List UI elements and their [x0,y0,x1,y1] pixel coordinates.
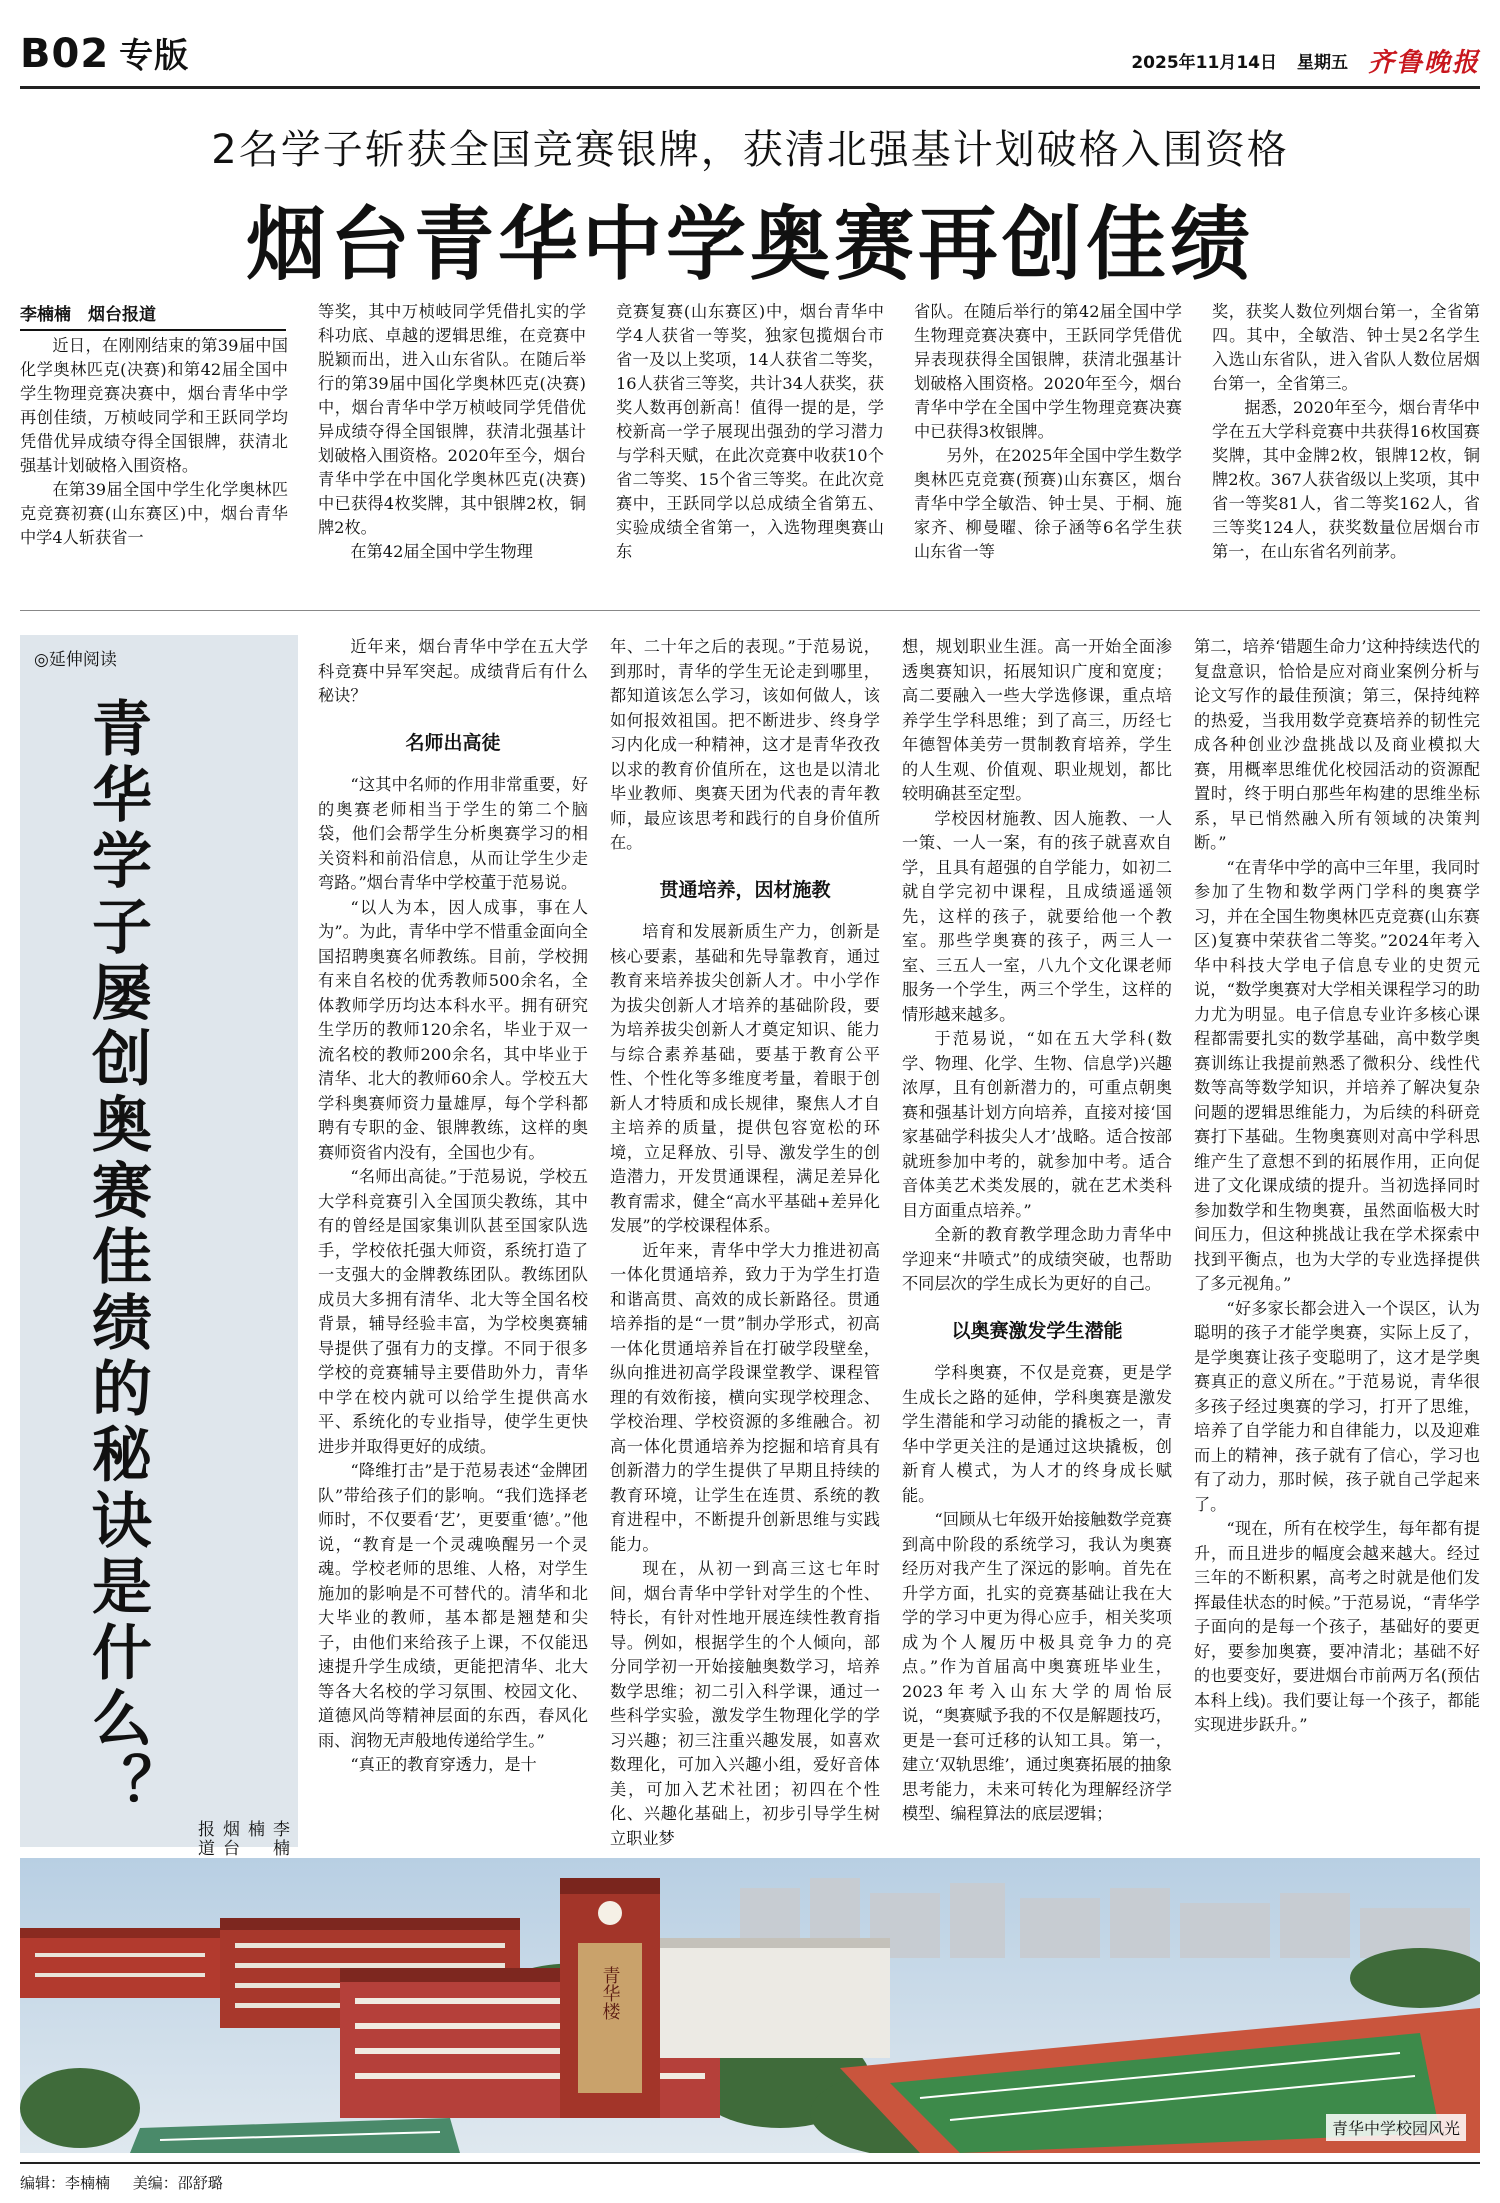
paragraph: “降维打击”是于范易表述“金牌团队”带给孩子们的影响。“我们选择老师时，不仅要看‘艺’，更要重‘德’。”他说，“教育是一个灵魂唤醒另一个灵魂。学校老师的思维、人格，对学生施加的影响是不可替代的。清华和北大毕业的教师，基本都是翘楚和尖子，由他们来给孩子上课，不仅能迅速提升学生成绩，更能把清华、北大等各大名校的学习氛围、校园文化、道德风尚等精神层面的东西，春风化雨、润物无声般地传递给学生。” [318,1461,588,1750]
paragraph: 在第39届全国中学生化学奥林匹克竞赛初赛(山东赛区)中，烟台青华中学4人斩获省一 [20,480,288,547]
paragraph: 想，规划职业生涯。高一开始全面渗透奥赛知识，拓展知识广度和宽度；高二要融入一些大学选修课，重点培养学生学科思维；到了高三，历经七年德智体美劳一贯制教育培养，学生的人生观、价值观、职业规划，都比较明确甚至定型。 [902,637,1172,803]
feature-title: 青华学子屡创奥赛佳绩的秘诀是什么？ [82,697,152,1819]
paragraph: “名师出高徒。”于范易说，学校五大学科竞赛引入全国顶尖教练，其中有的曾经是国家集训队甚至国家队选手，学校依托强大师资，系统打造了一支强大的金牌教练团队。教练团队成员大多拥有清华、北大等全国名校背景，辅导经验丰富，为学校奥赛辅导提供了强有力的支撑。不同于很多学校的竞赛辅导主要借助外力，青华中学在校内就可以给学生提供高水平、系统化的专业指导，使学生更快进步并取得更好的成绩。 [318,1167,588,1456]
lead-column-2 [318,300,586,590]
section-subheading: 名师出高徒 [405,731,501,754]
paragraph: 近日，在刚刚结束的第39届中国化学奥林匹克(决赛)和第42届全国中学生物理竞赛决赛中，烟台青华中学再创佳绩，万桢岐同学和王跃同学均凭借优异成绩夺得全国银牌，获清北强基计划破格入围资格。 [20,336,288,475]
section-name: 专版 [119,36,190,76]
campus-illustration [20,1858,1480,2153]
paragraph: “以人为本，因人成事，事在人为”。为此，青华中学不惜重金面向全国招聘奥赛名师教练。目前，学校拥有来自名校的优秀教师500余名，全体教师学历均达本科水平。拥有研究生学历的教师120余名，毕业于双一流名校的教师200余名，其中毕业于清华、北大的教师60余人。学校五大学科奥赛师资力量雄厚，每个学科都聘有专职的金、银牌教练，这样的奥赛师资省内没有，全国也少有。 [318,897,588,1162]
extended-reading-tag: ◎延伸阅读 [34,650,117,670]
paragraph: “真正的教育穿透力，是十 [350,1755,537,1774]
header-rule [20,86,1480,89]
paragraph: 另外，在2025年全国中学生数学奥林匹克竞赛(预赛)山东赛区，烟台青华中学全敏浩、钟士昊、于桐、施家齐、柳曼曜、徐子涵等6名学生获山东省一等 [914,446,1182,561]
page-footer [20,2162,1480,2193]
issue-weekday: 星期五 [1296,53,1348,73]
feature-column-1 [318,635,588,1855]
paragraph: 第二，培养‘错题生命力’这种持续迭代的复盘意识，恰恰是应对商业案例分析与论文写作的最佳预演；第三，保持纯粹的热爱，当我用数学竞赛培养的韧性完成各种创业沙盘挑战以及商业模拟大赛，用概率思维优化校园活动的资源配置时，终于明白那些年构建的思维坐标系，早已悄然融入所有领域的决策判断。” [1194,637,1480,852]
paragraph: 全新的教育教学理念助力青华中学迎来“井喷式”的成绩突破，也帮助不同层次的学生成长为更好的自己。 [902,1225,1172,1293]
paragraph: 现在，从初一到高三这七年时间，烟台青华中学针对学生的个性、特长，有针对性地开展连续性教育指导。例如，根据学生的个人倾向，部分同学初一开始接触奥数学习，培养数学思维；初二引入科学课，通过一些科学实验，激发学生物理化学的学习兴趣；初三注重兴趣发展，如喜欢数理化，可加入兴趣小组，爱好音体美，可加入艺术社团；初四在个性化、兴趣化基础上，初步引导学生树立职业梦 [610,1559,880,1848]
section-subheading: 贯通培养，因材施教 [659,878,831,901]
photo-caption: 青华中学校园风光 [1326,2114,1466,2141]
paragraph: “在青华中学的高中三年里，我同时参加了生物和数学两门学科的奥赛学习，并在全国生物奥林匹克竞赛(山东赛区)复赛中荣获省二等奖。”2024年考入华中科技大学电子信息专业的史贺元说，“数学奥赛对大学相关课程学习的助力尤为明显。电子信息专业许多核心课程都需要扎实的数学基础，高中数学奥赛训练让我提前熟悉了微积分、线性代数等高等数学知识，并培养了解决复杂问题的逻辑思维能力，为后续的科研竞赛打下基础。生物奥赛则对高中学科思维产生了意想不到的拓展作用，正向促进了文化课成绩的提升。当初选择同时参加数学和生物奥赛，虽然面临极大时间压力，但这种挑战让我在学术探索中找到平衡点，也为大学的专业选择提供了多元视角。” [1194,857,1480,1293]
paragraph: 近年来，青华中学大力推进初高一体化贯通培养，致力于为学生打造和谐高贯、高效的成长新路径。贯通培养指的是“一贯”制办学形式，初高一体化贯通培养旨在打破学段壁垒，纵向推进初高学段课堂教学、课程管理的有效衔接，横向实现学校理念、学校治理、学校资源的多维融合。初高一体化贯通培养为挖掘和培育具有创新潜力的学生提供了早期且持续的教育环境，让学生在连贯、系统的教育进程中，不断提升创新思维与实践能力。 [610,1240,880,1554]
lead-column-3 [616,300,884,590]
paragraph: “回顾从七年级开始接触数学竞赛到高中阶段的系统学习，我认为奥赛经历对我产生了深远的影响。首先在升学方面，扎实的竞赛基础让我在大学的学习中更为得心应手，相关奖项成为个人履历中极具竞争力的亮点。”作为首届高中奥赛班毕业生，2023年考入山东大学的周怡辰说，“奥赛赋予我的不仅是解题技巧，更是一套可迁移的认知工具。第一，建立‘双轨思维’，通过奥赛拓展的抽象思考能力，未来可转化为理解经济学模型、编程算法的底层逻辑； [902,1510,1172,1823]
paragraph: “好多家长都会进入一个误区，认为聪明的孩子才能学奥赛，实际上反了，是学奥赛让孩子变聪明了，这才是学奥赛真正的意义所在。”于范易说，青华很多孩子经过奥赛的学习，打开了思维，培养了自学能力和自律能力，以及迎难而上的精神，孩子就有了信心，学习也有了动力，那时候，孩子就自己学起来了。 [1194,1298,1480,1514]
feature-column-3 [902,635,1172,1855]
paragraph: 据悉，2020年至今，烟台青华中学在五大学科竞赛中共获得16枚国赛奖牌，其中金牌2枚，银牌12枚，铜牌2枚。367人获省级以上奖项，其中省一等奖81人，省二等奖162人，省三等奖124人，获奖数量位居烟台市第一，在山东省名列前茅。 [1212,398,1480,561]
feature-byline: 李楠楠 烟台报道 [194,1820,289,1858]
paragraph: “这其中名师的作用非常重要，好的奥赛老师相当于学生的第二个脑袋，他们会帮学生分析奥赛学习的相关资料和前沿信息，从而让学生少走弯路。”烟台青华中学校董于范易说。 [318,775,588,892]
page-number [20,28,189,77]
paragraph: 奖，获奖人数位列烟台第一，全省第四。其中，全敏浩、钟士昊2名学生入选山东省队，进入省队人数位居烟台第一，全省第三。 [1212,302,1480,393]
headline-subtitle: 2名学子斩获全国竞赛银牌，获清北强基计划破格入围资格 [211,127,1289,173]
editor-credit: 编辑：李楠楠 [20,2174,111,2192]
paragraph: 学科奥赛，不仅是竞赛，更是学生成长之路的延伸，学科奥赛是激发学生潜能和学习动能的撬板之一，青华中学更关注的是通过这块撬板，创新育人模式，为人才的终身成长赋能。 [902,1363,1172,1505]
campus-photo [20,1858,1480,2153]
paragraph: “现在，所有在校学生，每年都有提升，而且进步的幅度会越来越大。经过三年的不断积累，高考之时就是他们发挥最佳状态的时候。”于范易说，“青华学子面向的是每一个孩子，基础好的要更好，要参加奥赛，要冲清北；基础不好的也要变好，要进烟台市前两万名(预估本科上线)。我们要让每一个孩子，都能实现进步跃升。” [1194,1519,1480,1734]
header-meta [1131,42,1480,79]
paragraph: 于范易说，“如在五大学科(数学、物理、化学、生物、信息学)兴趣浓厚，且有创新潜力的，可重点朝奥赛和强基计划方向培养，直接对接‘国家基础学科拔尖人才’战略。适合按部就班参加中考的，就参加中考。适合音体美艺术类发展的，就在艺术类科目方面重点培养。” [902,1029,1172,1220]
section-subheading: 以奥赛激发学生潜能 [951,1319,1123,1342]
paragraph: 近年来，烟台青华中学在五大学科竞赛中异军突起。成绩背后有什么秘诀？ [318,637,588,705]
lead-article [20,300,1480,590]
paragraph: 等奖，其中万桢岐同学凭借扎实的学科功底、卓越的逻辑思维，在竞赛中脱颖而出，进入山东省队。在随后举行的第39届中国化学奥林匹克(决赛)中，烟台青华中学万桢岐同学凭借优异成绩夺得全国银牌，获清北强基计划破格入围资格。2020年至今，烟台青华中学在中国化学奥林匹克(决赛)中已获得4枚奖牌，其中银牌2枚，铜牌2枚。 [318,302,586,537]
lead-column-5 [1212,300,1480,590]
section-divider [20,610,1480,611]
paragraph: 年、二十年之后的表现。”于范易说，到那时，青华的学生无论走到哪里，都知道该怎么学习，该如何做人，该如何报效祖国。把不断进步、终身学习内化成一种精神，这才是青华孜孜以求的教育价值所在，这也是以清北毕业教师、奥赛天团为代表的青年教师，最应该思考和践行的自身价值所在。 [610,637,880,852]
masthead-logo: 齐鲁晚报 [1367,48,1480,78]
paragraph: 竞赛复赛(山东赛区)中，烟台青华中学4人获省一等奖，独家包揽烟台市省一及以上奖项，14人获省二等奖，16人获省三等奖，共计34人获奖，获奖人数再创新高！值得一提的是，学校新高一学子展现出强劲的学习潜力与学科天赋，在此次竞赛中收获10个省二等奖、15个省三等奖。在此次竞赛中，王跃同学以总成绩全省第五、实验成绩全省第一，入选物理奥赛山东 [616,302,884,561]
designer-credit: 美编：邵舒璐 [132,2174,223,2192]
feature-column-2 [610,635,880,1855]
page-code: B02 [20,31,110,77]
lead-byline: 李楠楠 烟台报道 [20,300,286,331]
headline-title: 烟台青华中学奥赛再创佳绩 [246,198,1254,291]
paragraph: 学校因材施教、因人施教、一人一策、一人一案，有的孩子就喜欢自学，且具有超强的自学能力，如初二就自学完初中课程，且成绩遥遥领先，这样的孩子，就要给他一个教室。那些学奥赛的孩子，两三人一室、三五人一室，八九个文化课老师服务一个学生，两三个学生，这样的情形越来越多。 [902,808,1172,1024]
building-sign: 青华楼 [599,1966,621,2020]
lead-column-1 [20,334,288,590]
paragraph: 培育和发展新质生产力，创新是核心要素，基础和先导靠教育，通过教育来培养拔尖创新人才。中小学作为拔尖创新人才培养的基础阶段，要为培养拔尖创新人才奠定知识、能力与综合素养基础，要基于教育公平性、个性化等多维度考量，着眼于创新人才特质和成长规律，聚焦人才自主培养的质量，提供包容宽松的环境，立足释放、引导、激发学生的创造潜力，开发贯通课程，满足差异化教育需求，健全“高水平基础+差异化发展”的学校课程体系。 [610,922,880,1235]
feature-column-4 [1194,635,1480,1855]
paragraph: 省队。在随后举行的第42届全国中学生物理竞赛决赛中，王跃同学凭借优异表现获得全国银牌，获清北强基计划破格入围资格。2020年至今，烟台青华中学在全国中学生物理竞赛决赛中已获得3枚银牌。 [914,302,1182,441]
issue-date: 2025年11月14日 [1131,53,1277,73]
feature-title-panel [20,635,298,1858]
lead-column-4 [914,300,1182,590]
page-header [20,28,1480,84]
paragraph: 在第42届全国中学生物理 [350,542,533,561]
